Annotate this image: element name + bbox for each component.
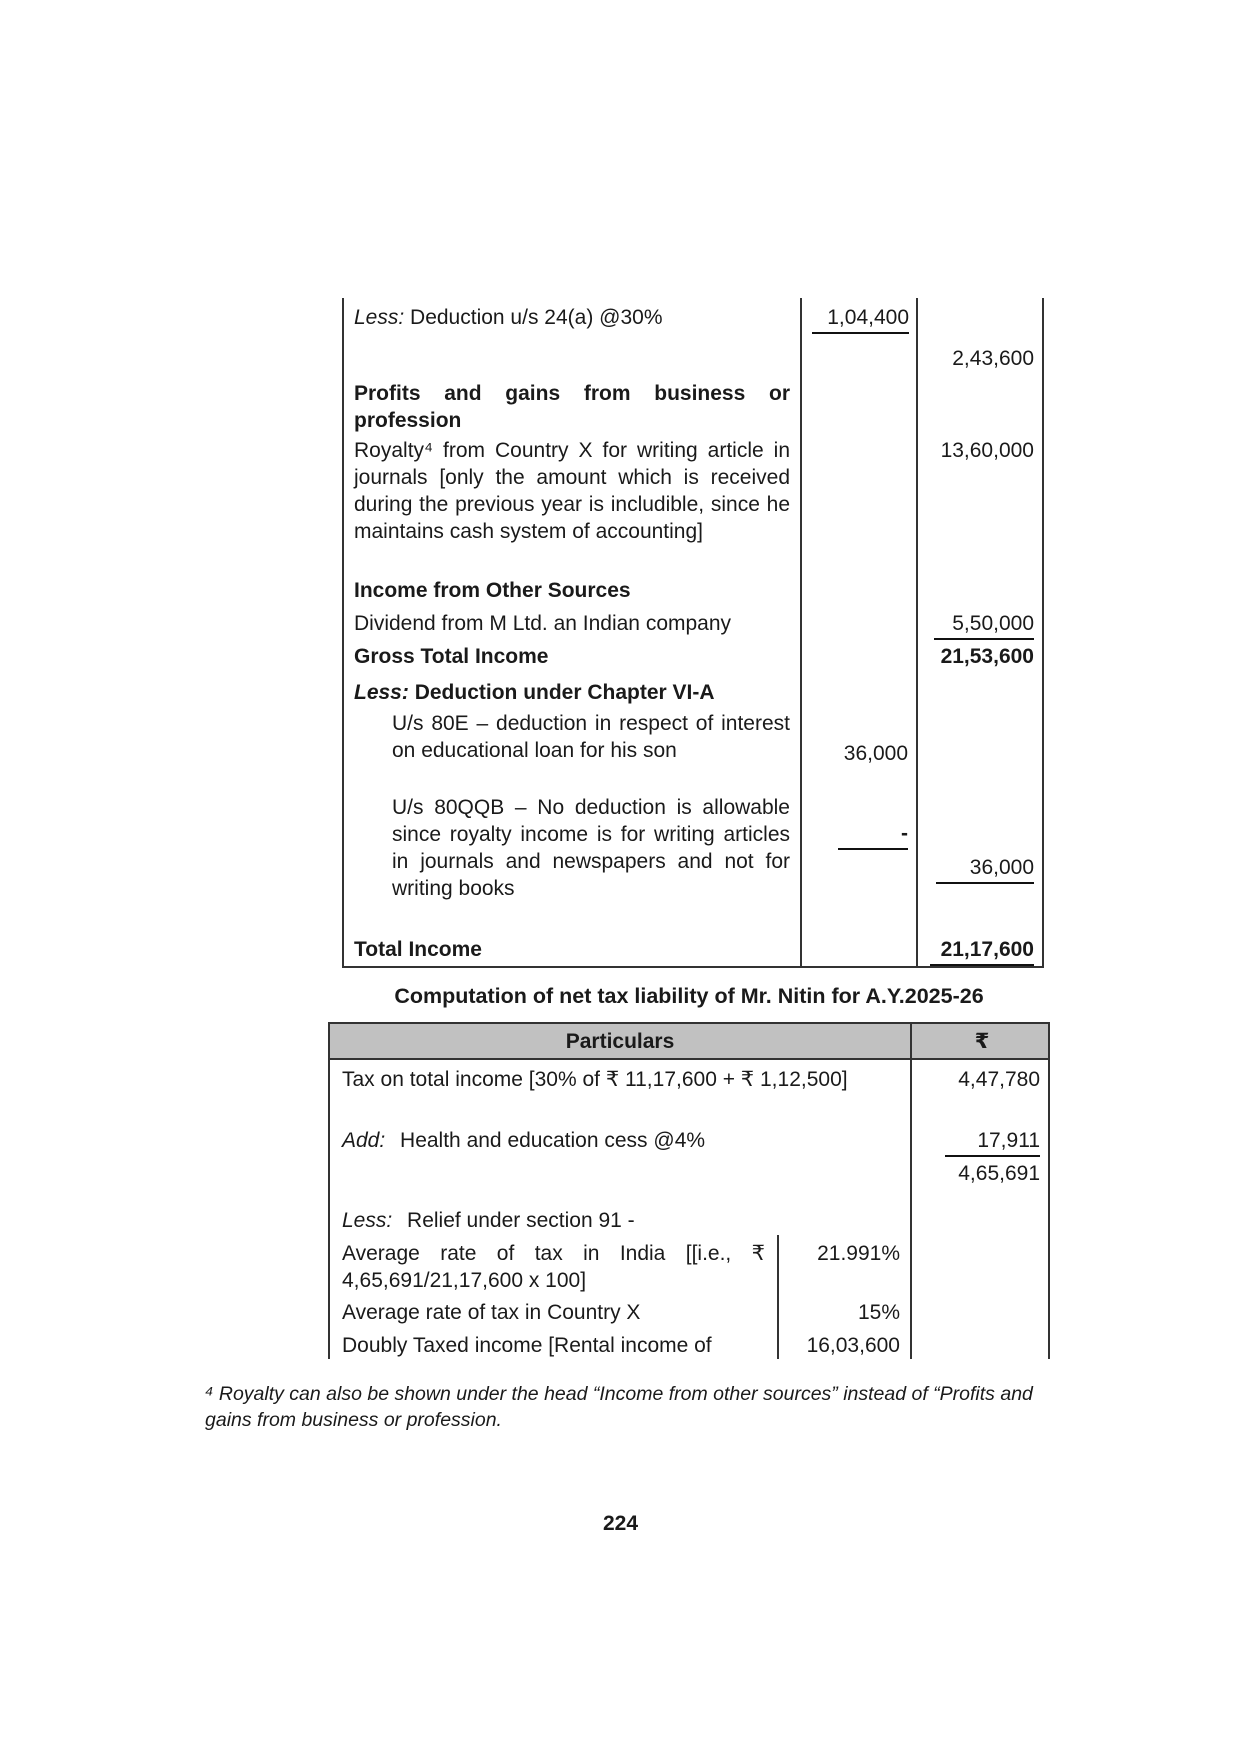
amount-80e: 36,000 [802,708,918,792]
value-avg-rate-country-x: 15% [777,1294,910,1327]
table-row-80qqb [342,792,1044,930]
table-row-pgbp-heading [342,376,1044,434]
footnote [205,1381,1048,1433]
row-label-gti: Gross Total Income [342,639,802,673]
row-label-total-income: Total Income [342,930,802,966]
page-number: 224 [602,1512,639,1535]
table-row-doubly-taxed-income [328,1327,1050,1359]
footnote-marker: ⁴ [205,1383,214,1405]
row-label-ifos: Income from Other Sources [342,574,802,606]
row-label: Deduction u/s 24(a) @30% [404,306,663,329]
column-header-particulars: Particulars [328,1024,910,1058]
row-label-80qqb: U/s 80QQB – No deduction is allowable since royalty income is for writing articles in journals and newspapers and not for writing books [392,796,790,900]
table-row-80e [342,708,1044,792]
row-label-pgbp: Profits and gains from business or profession [342,376,802,434]
table-row-tax-plus-cess [328,1155,1050,1187]
value-doubly-taxed-income: 16,03,600 [777,1327,910,1359]
amount-80qqb-nil: - [838,820,908,850]
less-prefix: Less: [342,1209,393,1232]
column-header-rupee: ₹ [910,1024,1050,1058]
tax-liability-table [328,1022,1050,1359]
table-row-tax-on-total-income [328,1060,1050,1122]
footnote-text: Royalty can also be shown under the head “Income from other sources” instead of “Profits and gains from business or profession. [205,1383,1033,1431]
amount-deduction-24a: 1,04,400 [812,304,909,334]
table-row-royalty [342,434,1044,574]
table-row-net-house-property [342,342,1044,376]
table-row-gross-total-income [342,639,1044,673]
row-label-avg-rate-india: Average rate of tax in India [[i.e., ₹ 4,65,691/21,17,600 x 100] [328,1235,777,1294]
row-label-80e: U/s 80E – deduction in respect of interest on educational loan for his son [392,712,790,762]
amount-total-income: 21,17,600 [930,936,1034,966]
table-row-avg-rate-india [328,1235,1050,1294]
table-row-chapter-via-heading [342,673,1044,708]
amount-tax-on-total-income: 4,47,780 [910,1060,1050,1122]
table-row-ifos-heading [342,574,1044,606]
amount-net-house-property: 2,43,600 [918,342,1044,376]
amount-total-deductions: 36,000 [936,854,1034,884]
amount-cess: 17,911 [945,1127,1040,1157]
section-heading: Computation of net tax liability of Mr. Nitin for A.Y.2025-26 [394,984,984,1008]
table-row-less-24a [342,298,1044,342]
row-label-avg-rate-country-x: Average rate of tax in Country X [328,1294,777,1327]
table-header-row [328,1024,1050,1060]
row-label-tax-on-total-income: Tax on total income [30% of ₹ 11,17,600 + ₹ 1,12,500] [328,1060,910,1122]
less-prefix: Less: [354,681,409,704]
less-prefix: Less: [354,306,405,329]
amount-tax-plus-cess: 4,65,691 [910,1155,1050,1187]
amount-gti: 21,53,600 [918,639,1044,673]
table-row-avg-rate-country-x [328,1294,1050,1327]
row-label-relief-91: Relief under section 91 - [401,1209,635,1232]
income-computation-table [342,298,1044,968]
amount-dividend: 5,50,000 [934,610,1034,640]
row-label-doubly-taxed-income: Doubly Taxed income [Rental income of [328,1327,777,1359]
row-label-cess: Health and education cess @4% [394,1129,706,1152]
table-row-total-income [342,930,1044,966]
row-label-royalty: Royalty⁴ from Country X for writing article in journals [only the amount which is received during the previous year is includible, since he maintains cash system of accounting] [342,434,802,574]
table-row-dividend [342,606,1044,639]
row-label-dividend: Dividend from M Ltd. an Indian company [342,606,802,640]
value-avg-rate-india: 21.991% [777,1235,910,1294]
row-label-chapter-via: Deduction under Chapter VI-A [408,681,715,704]
add-prefix: Add: [342,1129,386,1152]
table-row-relief-91 [328,1187,1050,1235]
table-row-cess [328,1122,1050,1155]
amount-royalty: 13,60,000 [918,434,1044,574]
